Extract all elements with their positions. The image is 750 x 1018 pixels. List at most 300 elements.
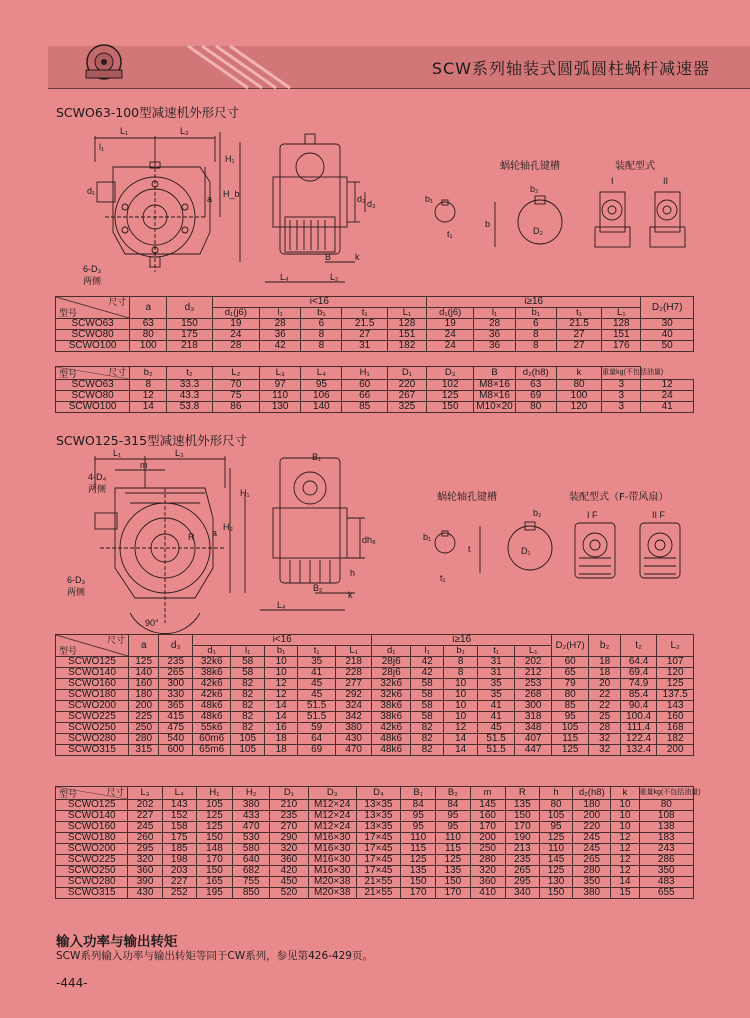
table4-col: D₃ bbox=[308, 787, 356, 800]
table2-col: L₄ bbox=[301, 367, 342, 380]
model-cell: SCWO80 bbox=[56, 330, 130, 341]
table-row bbox=[56, 866, 694, 877]
value-cell: 12 bbox=[264, 679, 297, 690]
value-cell: 13×35 bbox=[356, 811, 400, 822]
value-cell: 64.4 bbox=[620, 657, 657, 668]
value-cell: 135 bbox=[401, 866, 436, 877]
value-cell: 21×55 bbox=[356, 888, 400, 899]
value-cell: 235 bbox=[159, 657, 192, 668]
table4-col: B₂ bbox=[436, 787, 470, 800]
value-cell: 220 bbox=[573, 822, 611, 833]
value-cell: 137.5 bbox=[657, 690, 694, 701]
value-cell: 12 bbox=[444, 723, 477, 734]
model-cell: SCWO315 bbox=[56, 888, 128, 899]
assembly-label-II: II bbox=[663, 176, 669, 186]
table3-body bbox=[56, 657, 694, 756]
value-cell: 540 bbox=[159, 734, 192, 745]
value-cell: 82 bbox=[410, 723, 443, 734]
table-row bbox=[56, 712, 694, 723]
value-cell: 483 bbox=[639, 877, 693, 888]
table-row bbox=[56, 855, 694, 866]
table1-sub: t₁ bbox=[342, 308, 387, 319]
table2-col: t₂ bbox=[167, 367, 212, 380]
value-cell: 202 bbox=[515, 657, 552, 668]
value-cell: 125 bbox=[196, 822, 232, 833]
value-cell: 182 bbox=[657, 734, 694, 745]
value-cell: 41 bbox=[641, 402, 694, 413]
value-cell: 433 bbox=[233, 811, 270, 822]
value-cell: 143 bbox=[162, 800, 196, 811]
value-cell: 69 bbox=[515, 391, 556, 402]
value-cell: 85 bbox=[551, 701, 589, 712]
value-cell: 58 bbox=[231, 668, 264, 679]
table3-corner: 尺寸 型号 bbox=[56, 635, 129, 657]
value-cell: 10 bbox=[444, 712, 477, 723]
value-cell: 447 bbox=[515, 745, 552, 756]
value-cell: 10 bbox=[444, 679, 477, 690]
value-cell: 45 bbox=[298, 690, 336, 701]
table1-sub: b₁ bbox=[515, 308, 556, 319]
value-cell: 170 bbox=[505, 822, 539, 833]
value-cell: 360 bbox=[270, 855, 308, 866]
table-row bbox=[56, 888, 694, 899]
value-cell: 135 bbox=[505, 800, 539, 811]
value-cell: 227 bbox=[128, 811, 162, 822]
value-cell: 8 bbox=[301, 330, 342, 341]
value-cell: 107 bbox=[657, 657, 694, 668]
value-cell: 31 bbox=[342, 341, 387, 352]
label-D3: 6-D₃ bbox=[83, 264, 102, 274]
table1-body bbox=[56, 319, 694, 352]
value-cell: 286 bbox=[639, 855, 693, 866]
value-cell: 27 bbox=[556, 330, 601, 341]
value-cell: 170 bbox=[196, 855, 232, 866]
table-row bbox=[56, 380, 694, 391]
value-cell: 19 bbox=[427, 319, 474, 330]
table1-sub: t₁ bbox=[556, 308, 601, 319]
value-cell: 36 bbox=[474, 341, 515, 352]
value-cell: 10 bbox=[444, 690, 477, 701]
value-cell: 51.5 bbox=[298, 701, 336, 712]
table4-col: k bbox=[611, 787, 639, 800]
value-cell: 430 bbox=[128, 888, 162, 899]
gearbox-logo-icon bbox=[80, 40, 128, 84]
table1 bbox=[55, 296, 694, 352]
value-cell: 148 bbox=[196, 844, 232, 855]
value-cell: 65 bbox=[551, 668, 589, 679]
value-cell: M12×24 bbox=[308, 800, 356, 811]
model-cell: SCWO225 bbox=[56, 712, 129, 723]
value-cell: 105 bbox=[231, 734, 264, 745]
value-cell: 8 bbox=[515, 341, 556, 352]
value-cell: 13×35 bbox=[356, 822, 400, 833]
value-cell: 280 bbox=[573, 866, 611, 877]
value-cell: 330 bbox=[159, 690, 192, 701]
table-row bbox=[56, 723, 694, 734]
value-cell: 82 bbox=[231, 679, 264, 690]
value-cell: 125 bbox=[401, 855, 436, 866]
value-cell: 150 bbox=[505, 811, 539, 822]
value-cell: 6 bbox=[301, 319, 342, 330]
value-cell: 8 bbox=[444, 657, 477, 668]
value-cell: 160 bbox=[657, 712, 694, 723]
label-k: k bbox=[348, 590, 353, 600]
value-cell: 17×45 bbox=[356, 833, 400, 844]
value-cell: 33.3 bbox=[167, 380, 212, 391]
value-cell: 350 bbox=[639, 866, 693, 877]
value-cell: 10 bbox=[611, 800, 639, 811]
value-cell: 80 bbox=[539, 800, 572, 811]
table4-col: L₄ bbox=[162, 787, 196, 800]
value-cell: 48k6 bbox=[192, 712, 231, 723]
value-cell: 165 bbox=[196, 877, 232, 888]
value-cell: 28j6 bbox=[372, 657, 411, 668]
value-cell: 225 bbox=[129, 712, 159, 723]
value-cell: 31 bbox=[477, 668, 515, 679]
value-cell: 45 bbox=[477, 723, 515, 734]
table1-corner: 尺寸 型号 bbox=[56, 297, 130, 319]
table-row bbox=[56, 877, 694, 888]
table3-col-D2: D₂(H7) bbox=[551, 635, 589, 657]
value-cell: 82 bbox=[410, 745, 443, 756]
value-cell: 82 bbox=[410, 734, 443, 745]
value-cell: 3 bbox=[602, 402, 641, 413]
value-cell: 125 bbox=[426, 391, 473, 402]
value-cell: 132.4 bbox=[620, 745, 657, 756]
value-cell: 140 bbox=[129, 668, 159, 679]
label-D3: 6-D₃ bbox=[67, 575, 86, 585]
value-cell: 295 bbox=[505, 877, 539, 888]
label-k: k bbox=[355, 252, 360, 262]
value-cell: 380 bbox=[335, 723, 372, 734]
value-cell: 64 bbox=[298, 734, 336, 745]
value-cell: 14 bbox=[444, 734, 477, 745]
label-b2: b₂ bbox=[530, 184, 539, 194]
value-cell: 228 bbox=[335, 668, 372, 679]
value-cell: 42 bbox=[260, 341, 301, 352]
value-cell: 51.5 bbox=[477, 745, 515, 756]
value-cell: 15 bbox=[611, 888, 639, 899]
value-cell: M20×38 bbox=[308, 888, 356, 899]
value-cell: 220 bbox=[387, 380, 426, 391]
value-cell: 290 bbox=[270, 833, 308, 844]
value-cell: 69 bbox=[298, 745, 336, 756]
value-cell: 21.5 bbox=[342, 319, 387, 330]
value-cell: 195 bbox=[196, 888, 232, 899]
value-cell: 180 bbox=[129, 690, 159, 701]
model-cell: SCWO180 bbox=[56, 690, 129, 701]
value-cell: 158 bbox=[162, 822, 196, 833]
table4-col: m bbox=[470, 787, 505, 800]
table-row bbox=[56, 402, 694, 413]
value-cell: 95 bbox=[401, 822, 436, 833]
value-cell: 115 bbox=[551, 734, 589, 745]
value-cell: 102 bbox=[426, 380, 473, 391]
value-cell: 69.4 bbox=[620, 668, 657, 679]
label-D1: D₁ bbox=[521, 546, 531, 556]
table3-col-b2: b₂ bbox=[589, 635, 620, 657]
value-cell: M12×24 bbox=[308, 811, 356, 822]
value-cell: 6 bbox=[515, 319, 556, 330]
value-cell: 470 bbox=[335, 745, 372, 756]
section2-keyway-title: 蜗轮轴孔键槽 bbox=[437, 492, 497, 503]
table4-col: R bbox=[505, 787, 539, 800]
value-cell: 150 bbox=[196, 833, 232, 844]
value-cell: 130 bbox=[260, 402, 301, 413]
label-l1: l₁ bbox=[99, 142, 105, 152]
model-cell: SCWO63 bbox=[56, 319, 130, 330]
value-cell: 42 bbox=[410, 668, 443, 679]
value-cell: 125 bbox=[551, 745, 589, 756]
value-cell: 12 bbox=[611, 855, 639, 866]
value-cell: 600 bbox=[159, 745, 192, 756]
value-cell: 415 bbox=[159, 712, 192, 723]
table-row bbox=[56, 745, 694, 756]
value-cell: 110 bbox=[436, 833, 470, 844]
value-cell: 106 bbox=[301, 391, 342, 402]
value-cell: 150 bbox=[167, 319, 212, 330]
value-cell: 48k6 bbox=[372, 734, 411, 745]
label-d3: d₃ bbox=[367, 199, 376, 209]
value-cell: 450 bbox=[270, 877, 308, 888]
value-cell: 470 bbox=[233, 822, 270, 833]
value-cell: 18 bbox=[264, 745, 297, 756]
value-cell: 17×45 bbox=[356, 855, 400, 866]
value-cell: 410 bbox=[470, 888, 505, 899]
value-cell: 125 bbox=[539, 833, 572, 844]
value-cell: M16×30 bbox=[308, 866, 356, 877]
value-cell: 160 bbox=[129, 679, 159, 690]
value-cell: 74.9 bbox=[620, 679, 657, 690]
value-cell: 198 bbox=[162, 855, 196, 866]
value-cell: 8 bbox=[444, 668, 477, 679]
label-L4: L₄ bbox=[277, 600, 286, 610]
value-cell: 10 bbox=[444, 701, 477, 712]
table3-group-lt16: i<16 bbox=[192, 635, 372, 646]
value-cell: 86 bbox=[212, 402, 259, 413]
value-cell: 111.4 bbox=[620, 723, 657, 734]
value-cell: 135 bbox=[436, 866, 470, 877]
model-cell: SCWO63 bbox=[56, 380, 130, 391]
model-cell: SCWO100 bbox=[56, 341, 130, 352]
model-cell: SCWO225 bbox=[56, 855, 128, 866]
table3-sub: L₁ bbox=[335, 646, 372, 657]
value-cell: 27 bbox=[342, 330, 387, 341]
table1-group-lt16: i<16 bbox=[212, 297, 426, 308]
value-cell: 318 bbox=[515, 712, 552, 723]
value-cell: 95 bbox=[539, 822, 572, 833]
value-cell: 14 bbox=[264, 712, 297, 723]
value-cell: 24 bbox=[641, 391, 694, 402]
table3-sub: d₁ bbox=[192, 646, 231, 657]
label-L4: L₄ bbox=[280, 272, 289, 282]
table-row bbox=[56, 319, 694, 330]
value-cell: 320 bbox=[270, 844, 308, 855]
value-cell: 210 bbox=[270, 800, 308, 811]
value-cell: 265 bbox=[159, 668, 192, 679]
value-cell: 42k6 bbox=[192, 690, 231, 701]
value-cell: 41 bbox=[477, 701, 515, 712]
value-cell: 213 bbox=[505, 844, 539, 855]
value-cell: 320 bbox=[128, 855, 162, 866]
value-cell: 95 bbox=[436, 811, 470, 822]
value-cell: 380 bbox=[233, 800, 270, 811]
label-d2: d₂ bbox=[357, 194, 366, 204]
value-cell: 32k6 bbox=[372, 679, 411, 690]
value-cell: 95 bbox=[436, 822, 470, 833]
value-cell: 108 bbox=[639, 811, 693, 822]
value-cell: 8 bbox=[515, 330, 556, 341]
table-row bbox=[56, 734, 694, 745]
value-cell: 200 bbox=[573, 811, 611, 822]
value-cell: 10 bbox=[264, 668, 297, 679]
table3-sub: b₁ bbox=[444, 646, 477, 657]
table2-col: d₂(h8) bbox=[515, 367, 556, 380]
section1-keyway-title: 蜗轮轴孔键槽 bbox=[500, 161, 560, 172]
value-cell: 280 bbox=[470, 855, 505, 866]
table4-col: D₄ bbox=[356, 787, 400, 800]
value-cell: 115 bbox=[436, 844, 470, 855]
value-cell: 48k6 bbox=[192, 701, 231, 712]
section1-title: SCWO63-100型减速机外形尺寸 bbox=[56, 105, 240, 120]
value-cell: 530 bbox=[233, 833, 270, 844]
value-cell: 755 bbox=[233, 877, 270, 888]
value-cell: 100 bbox=[556, 391, 601, 402]
value-cell: 120 bbox=[556, 402, 601, 413]
value-cell: 151 bbox=[387, 330, 426, 341]
table-row bbox=[56, 844, 694, 855]
value-cell: 252 bbox=[162, 888, 196, 899]
value-cell: 14 bbox=[264, 701, 297, 712]
value-cell: 235 bbox=[505, 855, 539, 866]
value-cell: 58 bbox=[231, 657, 264, 668]
value-cell: 110 bbox=[260, 391, 301, 402]
value-cell: 253 bbox=[515, 679, 552, 690]
value-cell: 292 bbox=[335, 690, 372, 701]
value-cell: 520 bbox=[270, 888, 308, 899]
value-cell: 21×55 bbox=[356, 877, 400, 888]
value-cell: 250 bbox=[470, 844, 505, 855]
value-cell: 21.5 bbox=[556, 319, 601, 330]
value-cell: 10 bbox=[264, 657, 297, 668]
value-cell: 32k6 bbox=[372, 690, 411, 701]
value-cell: 42k6 bbox=[372, 723, 411, 734]
value-cell: 38k6 bbox=[372, 712, 411, 723]
value-cell: 24 bbox=[427, 330, 474, 341]
value-cell: 170 bbox=[436, 888, 470, 899]
value-cell: 12 bbox=[611, 844, 639, 855]
value-cell: 80 bbox=[639, 800, 693, 811]
value-cell: 130 bbox=[539, 877, 572, 888]
value-cell: 18 bbox=[589, 657, 620, 668]
value-cell: 82 bbox=[231, 723, 264, 734]
table3-sub: l₁ bbox=[231, 646, 264, 657]
section2-assembly-title: 装配型式（F-带风扇） bbox=[569, 492, 669, 503]
value-cell: 151 bbox=[602, 330, 641, 341]
value-cell: 475 bbox=[159, 723, 192, 734]
value-cell: 580 bbox=[233, 844, 270, 855]
value-cell: 31 bbox=[477, 657, 515, 668]
value-cell: 28 bbox=[474, 319, 515, 330]
value-cell: 12 bbox=[641, 380, 694, 391]
value-cell: 10 bbox=[611, 822, 639, 833]
value-cell: 640 bbox=[233, 855, 270, 866]
value-cell: 14 bbox=[130, 402, 167, 413]
value-cell: 55k6 bbox=[192, 723, 231, 734]
value-cell: 300 bbox=[159, 679, 192, 690]
label-a: a bbox=[207, 194, 213, 204]
value-cell: 105 bbox=[551, 723, 589, 734]
value-cell: 12 bbox=[264, 690, 297, 701]
table1-sub: l₁ bbox=[260, 308, 301, 319]
model-cell: SCWO200 bbox=[56, 701, 129, 712]
value-cell: 3 bbox=[602, 391, 641, 402]
value-cell: 348 bbox=[515, 723, 552, 734]
value-cell: 320 bbox=[470, 866, 505, 877]
value-cell: 97 bbox=[260, 380, 301, 391]
model-cell: SCWO200 bbox=[56, 844, 128, 855]
model-cell: SCWO100 bbox=[56, 402, 130, 413]
value-cell: 85.4 bbox=[620, 690, 657, 701]
table-row bbox=[56, 679, 694, 690]
model-cell: SCWO140 bbox=[56, 811, 128, 822]
table2-body bbox=[56, 380, 694, 413]
model-cell: SCWO125 bbox=[56, 800, 128, 811]
value-cell: 200 bbox=[470, 833, 505, 844]
page-number: -444- bbox=[56, 976, 88, 990]
value-cell: 100 bbox=[130, 341, 167, 352]
value-cell: 360 bbox=[128, 866, 162, 877]
value-cell: 160 bbox=[470, 811, 505, 822]
value-cell: 380 bbox=[573, 888, 611, 899]
label-H2: H₂ bbox=[223, 522, 233, 532]
model-cell: SCWO180 bbox=[56, 833, 128, 844]
value-cell: 40 bbox=[641, 330, 694, 341]
label-H1: H₁ bbox=[225, 154, 235, 164]
value-cell: 48k6 bbox=[372, 745, 411, 756]
header-title: SCW系列轴装式圆弧圆柱蜗杆减速器 bbox=[431, 59, 710, 78]
table4-col: B₁ bbox=[401, 787, 436, 800]
value-cell: 3 bbox=[602, 380, 641, 391]
value-cell: 20 bbox=[589, 679, 620, 690]
table3-col-t2: t₂ bbox=[620, 635, 657, 657]
value-cell: 16 bbox=[264, 723, 297, 734]
label-L1: L₁ bbox=[120, 126, 129, 136]
value-cell: 245 bbox=[128, 822, 162, 833]
value-cell: 14 bbox=[444, 745, 477, 756]
value-cell: 18 bbox=[264, 734, 297, 745]
value-cell: 850 bbox=[233, 888, 270, 899]
table2-col: B bbox=[474, 367, 515, 380]
table-row bbox=[56, 341, 694, 352]
value-cell: 51.5 bbox=[298, 712, 336, 723]
section2-title: SCWO125-315型减速机外形尺寸 bbox=[56, 433, 248, 448]
value-cell: 120 bbox=[657, 668, 694, 679]
footer-heading: 输入功率与输出转矩 bbox=[56, 934, 178, 950]
value-cell: 60 bbox=[551, 657, 589, 668]
table-row bbox=[56, 822, 694, 833]
value-cell: 200 bbox=[657, 745, 694, 756]
value-cell: 227 bbox=[162, 877, 196, 888]
value-cell: 58 bbox=[410, 679, 443, 690]
model-cell: SCWO80 bbox=[56, 391, 130, 402]
model-cell: SCWO140 bbox=[56, 668, 129, 679]
value-cell: 10 bbox=[611, 811, 639, 822]
value-cell: 28j6 bbox=[372, 668, 411, 679]
label-D4b: 两侧 bbox=[88, 484, 107, 494]
label-D4: 4-D₄ bbox=[88, 472, 107, 482]
value-cell: 200 bbox=[129, 701, 159, 712]
